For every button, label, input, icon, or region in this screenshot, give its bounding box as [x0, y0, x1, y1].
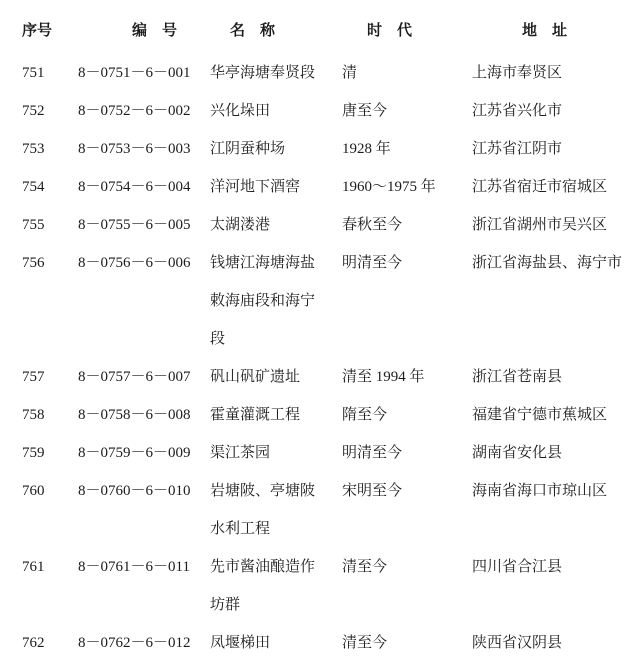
row-code: 8－0760－6－010: [78, 483, 191, 499]
table-row: [22, 396, 632, 434]
row-code: 8－0753－6－003: [78, 141, 191, 157]
row-era: 明清至今: [342, 255, 403, 271]
header-seq: 序号: [22, 23, 53, 39]
row-era: 隋至今: [342, 407, 388, 423]
header-code: 编 号: [132, 23, 178, 39]
row-era: 清至今: [342, 559, 388, 575]
table-row: [22, 434, 632, 472]
row-seq-number: 759: [22, 445, 45, 461]
table-row: [22, 130, 632, 168]
row-code: 8－0755－6－005: [78, 217, 191, 233]
table-row: [22, 548, 632, 624]
row-seq-number: 751: [22, 65, 45, 81]
row-seq-number: 755: [22, 217, 45, 233]
row-era: 清: [342, 65, 358, 81]
row-code: 8－0759－6－009: [78, 445, 191, 461]
row-name: 先市酱油酿造作坊群: [210, 559, 316, 613]
row-name: 华亭海塘奉贤段: [210, 65, 316, 81]
row-seq-number: 754: [22, 179, 45, 195]
row-address: 浙江省海盐县、海宁市: [472, 255, 623, 271]
row-seq-number: 757: [22, 369, 45, 385]
row-code: 8－0761－6－011: [78, 559, 190, 575]
row-address: 江苏省江阴市: [472, 141, 563, 157]
row-name: 钱塘江海塘海盐敕海庙段和海宁段: [210, 255, 316, 347]
row-address: 江苏省宿迁市宿城区: [472, 179, 608, 195]
row-name: 矾山矾矿遗址: [210, 369, 301, 385]
header-era: 时 代: [367, 23, 413, 39]
row-seq-number: 756: [22, 255, 45, 271]
row-era: 唐至今: [342, 103, 388, 119]
row-code: 8－0751－6－001: [78, 65, 191, 81]
row-seq-number: 761: [22, 559, 45, 575]
row-era: 春秋至今: [342, 217, 403, 233]
row-address: 海南省海口市琼山区: [472, 483, 608, 499]
table-header-row: [22, 12, 632, 50]
table-row: [22, 472, 632, 548]
row-address: 浙江省苍南县: [472, 369, 563, 385]
row-name: 凤堰梯田: [210, 635, 271, 651]
row-era: 明清至今: [342, 445, 403, 461]
header-name: 名 称: [230, 23, 276, 39]
row-era: 清至今: [342, 635, 388, 651]
table-row: [22, 168, 632, 206]
row-seq-number: 753: [22, 141, 45, 157]
row-code: 8－0756－6－006: [78, 255, 191, 271]
row-era: 1928 年: [342, 141, 391, 157]
row-address: 上海市奉贤区: [472, 65, 563, 81]
row-address: 四川省合江县: [472, 559, 563, 575]
table-row: [22, 92, 632, 130]
row-name: 太湖溇港: [210, 217, 271, 233]
row-name: 洋河地下酒窖: [210, 179, 301, 195]
row-era: 1960～1975 年: [342, 179, 436, 195]
table-row: [22, 54, 632, 92]
table-body: [0, 54, 640, 662]
row-name: 霍童灌溉工程: [210, 407, 301, 423]
header-address: 地 址: [522, 23, 568, 39]
row-name: 江阴蚕种场: [210, 141, 286, 157]
row-address: 湖南省安化县: [472, 445, 563, 461]
row-seq-number: 762: [22, 635, 45, 651]
row-era: 宋明至今: [342, 483, 403, 499]
row-code: 8－0757－6－007: [78, 369, 191, 385]
row-era: 清至 1994 年: [342, 369, 425, 385]
table-row: [22, 206, 632, 244]
row-code: 8－0752－6－002: [78, 103, 191, 119]
row-address: 陕西省汉阴县: [472, 635, 563, 651]
table-row: [22, 244, 632, 358]
row-code: 8－0754－6－004: [78, 179, 191, 195]
row-code: 8－0762－6－012: [78, 635, 191, 651]
row-seq-number: 758: [22, 407, 45, 423]
row-code: 8－0758－6－008: [78, 407, 191, 423]
table-row: [22, 624, 632, 662]
row-name: 岩塘陂、亭塘陂水利工程: [210, 483, 316, 537]
table-row: [22, 358, 632, 396]
row-seq-number: 760: [22, 483, 45, 499]
row-address: 福建省宁德市蕉城区: [472, 407, 608, 423]
row-name: 渠江茶园: [210, 445, 271, 461]
row-address: 浙江省湖州市吴兴区: [472, 217, 608, 233]
row-address: 江苏省兴化市: [472, 103, 563, 119]
row-name: 兴化垛田: [210, 103, 271, 119]
row-seq-number: 752: [22, 103, 45, 119]
